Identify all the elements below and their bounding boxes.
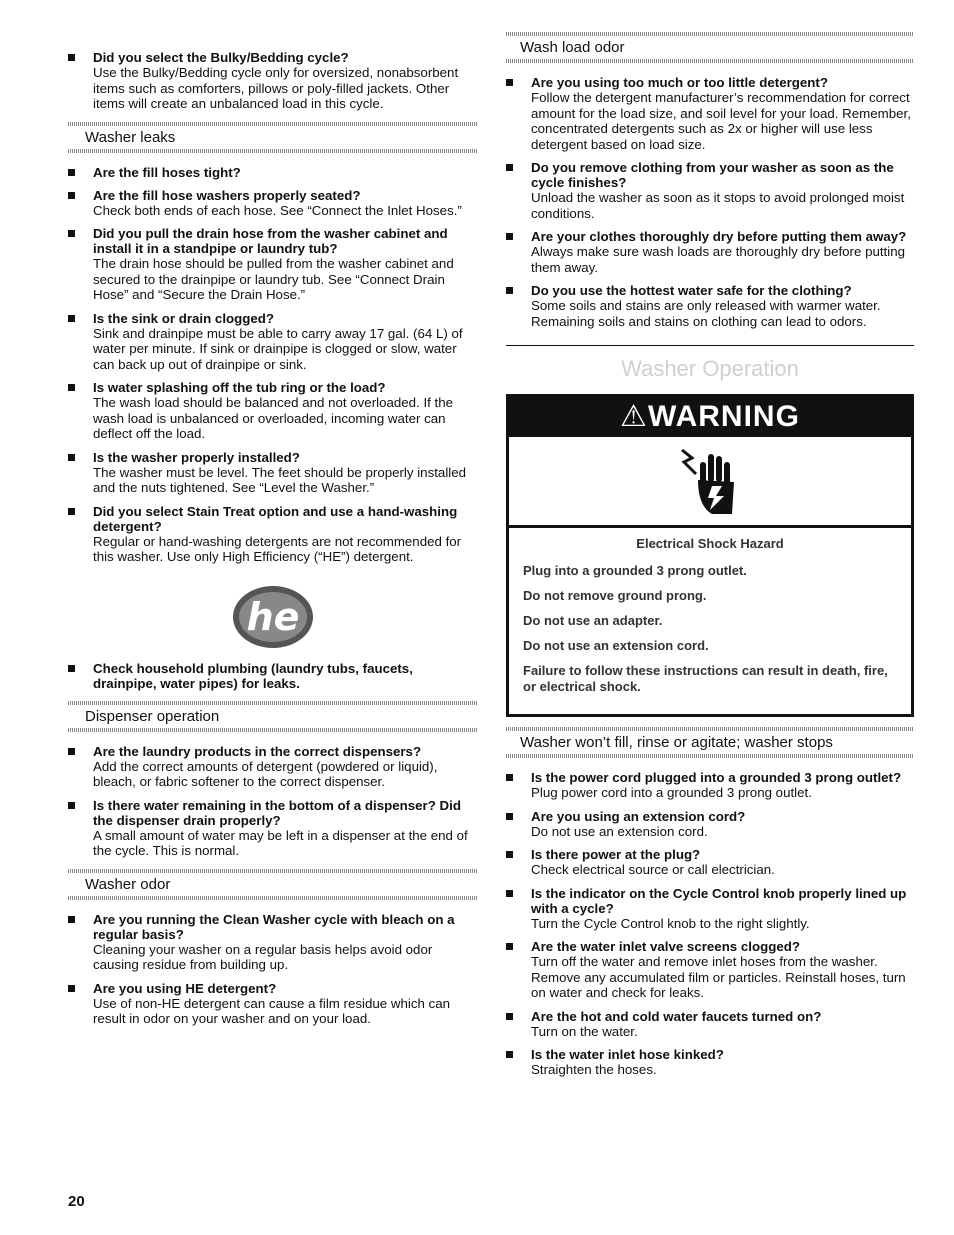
question: Is the power cord plugged into a grounded 3 prong outlet? <box>531 770 902 785</box>
question: Did you pull the drain hose from the washer cabinet and install it in a standpipe or laundry tub? <box>93 226 448 256</box>
section-rule <box>68 149 478 153</box>
question: Is the water inlet hose kinked? <box>531 1047 724 1062</box>
divider <box>506 345 914 346</box>
list-item <box>506 75 914 152</box>
list-item <box>68 226 478 303</box>
bullet-icon <box>68 916 75 923</box>
answer: Unload the washer as soon as it stops to avoid prolonged moist conditions. <box>531 190 905 221</box>
list-item <box>68 798 478 859</box>
bullet-icon <box>506 774 513 781</box>
bullet-icon <box>506 851 513 858</box>
answer: Check electrical source or call electrician. <box>531 862 775 877</box>
list-item <box>68 912 478 973</box>
list-item <box>506 886 914 932</box>
question: Are the fill hoses tight? <box>93 164 241 180</box>
question: Do you use the hottest water safe for the clothing? <box>531 283 852 298</box>
question: Is the sink or drain clogged? <box>93 310 275 326</box>
section-header-washer-odor <box>68 869 478 900</box>
question: Are the laundry products in the correct dispensers? <box>93 743 422 759</box>
bullet-icon <box>68 54 75 61</box>
answer: Regular or hand-washing detergents are not recommended for this washer. Use only High Efficiency (“HE”) detergent. <box>93 533 462 564</box>
bullet-icon <box>506 287 513 294</box>
question: Is the indicator on the Cycle Control knob properly lined up with a cycle? <box>531 885 907 916</box>
bullet-icon <box>506 233 513 240</box>
list-item <box>68 165 478 180</box>
list-item <box>506 770 914 801</box>
bullet-icon <box>506 943 513 950</box>
operation-title: Washer Operation <box>621 356 799 381</box>
section-title: Washer odor <box>85 875 171 893</box>
warning-body <box>509 528 911 714</box>
section-header-wash-load-odor <box>506 32 914 63</box>
question: Did you select the Bulky/Bedding cycle? <box>93 50 349 65</box>
list-item <box>68 981 478 1027</box>
section-rule <box>506 754 914 758</box>
bullet-icon <box>506 813 513 820</box>
list-item <box>506 847 914 878</box>
question: Is water splashing off the tub ring or the load? <box>93 380 386 395</box>
he-logo-icon <box>231 584 315 650</box>
list-item <box>506 229 914 275</box>
answer: The washer must be level. The feet should be properly installed and the nuts tightened. See “Level the Washer.” <box>93 464 467 495</box>
answer: Use of non-HE detergent can cause a film residue which can result in odor on your washer and on your load. <box>93 995 450 1026</box>
question: Is there power at the plug? <box>531 847 701 862</box>
answer: Turn the Cycle Control knob to the right slightly. <box>531 915 810 931</box>
question: Are you running the Clean Washer cycle with bleach on a regular basis? <box>93 911 455 942</box>
bullet-icon <box>68 985 75 992</box>
bullet-icon <box>68 748 75 755</box>
question: Are you using too much or too little detergent? <box>531 75 828 90</box>
answer: Straighten the hoses. <box>531 1062 657 1077</box>
bullet-icon <box>68 230 75 237</box>
question: Is the washer properly installed? <box>93 449 300 465</box>
answer: The drain hose should be pulled from the washer cabinet and secured to the drainpipe or laundry tub. See “Connect Drain Hose” and “Secure the Drain Hose.” <box>93 256 454 302</box>
warning-header: ⚠WARNING <box>509 397 911 437</box>
page-number: 20 <box>68 1193 85 1210</box>
shock-hazard-icon <box>509 437 911 528</box>
hand-shock-icon <box>678 446 742 516</box>
warning-line: Do not remove ground prong. <box>523 588 707 603</box>
list-item <box>68 188 478 219</box>
section-title: Dispenser operation <box>85 707 220 725</box>
answer: Do not use an extension cord. <box>531 823 708 839</box>
section-rule <box>506 59 914 63</box>
svg-text:he: he <box>246 594 300 639</box>
list-item <box>68 504 478 565</box>
section-header-wont-fill <box>506 727 914 758</box>
list-item <box>506 1009 914 1040</box>
warning-line: Plug into a grounded 3 prong outlet. <box>523 563 747 578</box>
bullet-icon <box>68 802 75 809</box>
list-item <box>68 50 478 112</box>
list-item <box>68 450 478 496</box>
question: Are you using an extension cord? <box>531 808 746 824</box>
right-column <box>506 30 914 1086</box>
question: Check household plumbing (laundry tubs, faucets, drainpipe, water pipes) for leaks. <box>93 660 413 691</box>
question: Are you using HE detergent? <box>93 980 277 996</box>
bullet-icon <box>68 192 75 199</box>
bullet-icon <box>68 665 75 672</box>
section-title: Washer leaks <box>85 128 176 146</box>
section-rule <box>68 728 478 732</box>
list-item <box>68 380 478 442</box>
list-item <box>506 160 914 221</box>
hazard-title: Electrical Shock Hazard <box>636 536 784 551</box>
left-column <box>68 50 478 1035</box>
section-header-washer-leaks <box>68 122 478 153</box>
bullet-icon <box>506 1051 513 1058</box>
question: Are the fill hose washers properly seated? <box>93 187 361 203</box>
bullet-icon <box>68 454 75 461</box>
list-item <box>506 283 914 329</box>
answer: Sink and drainpipe must be able to carry away 17 gal. (64 L) of water per minute. If sink or drainpipe is clogged or slow, water can back up out of drainpipe or sink. <box>93 325 463 372</box>
answer: Check both ends of each hose. See “Connect the Inlet Hoses.” <box>93 202 462 218</box>
section-header-dispenser <box>68 701 478 732</box>
washer-leaks-list <box>68 165 478 565</box>
list-item <box>68 744 478 790</box>
section-title: Washer won’t fill, rinse or agitate; washer stops <box>520 734 833 751</box>
list-item <box>68 661 478 691</box>
warning-box <box>506 394 914 717</box>
he-logo <box>68 579 478 655</box>
answer: Turn off the water and remove inlet hoses from the washer. Remove any accumulated film or particles. Reinstall hoses, turn on water and check for leaks. <box>531 954 906 1000</box>
question: Is there water remaining in the bottom of a dispenser? Did the dispenser drain properly? <box>93 797 461 828</box>
list-item <box>506 1047 914 1078</box>
wash-load-odor-list <box>506 75 914 329</box>
question: Do you remove clothing from your washer as soon as the cycle finishes? <box>531 160 894 190</box>
question: Are the hot and cold water faucets turned on? <box>531 1008 822 1024</box>
answer: Cleaning your washer on a regular basis helps avoid odor causing residue from building up. <box>93 941 433 972</box>
bullet-icon <box>506 79 513 86</box>
answer: Add the correct amounts of detergent (powdered or liquid), bleach, or fabric softener to the correct dispenser. <box>93 758 438 789</box>
question: Did you select Stain Treat option and use a hand-washing detergent? <box>93 503 458 534</box>
question: Are your clothes thoroughly dry before putting them away? <box>531 229 907 244</box>
answer: Use the Bulky/Bedding cycle only for oversized, nonabsorbent items such as comforters, pillows or poly-filled jackets. Other items will create an unbalanced load in this cycle. <box>93 65 459 111</box>
answer: Some soils and stains are only released with warmer water. Remaining soils and stains on clothing can lead to odors. <box>531 298 881 329</box>
section-rule <box>68 896 478 900</box>
answer: A small amount of water may be left in a dispenser at the end of the cycle. This is normal. <box>93 827 468 858</box>
bullet-icon <box>506 164 513 171</box>
answer: Follow the detergent manufacturer’s recommendation for correct amount for the load size, and soil level for your load. Remember, concentrated detergents such as 2x or higher will use less detergent based on load size. <box>531 90 911 152</box>
list-item <box>506 939 914 1001</box>
warning-line: Do not use an extension cord. <box>523 638 709 653</box>
bullet-icon <box>68 315 75 322</box>
answer: The wash load should be balanced and not overloaded. If the wash load is unbalanced or overloaded, incoming water can deflect off the load. <box>93 395 454 441</box>
section-title: Wash load odor <box>520 39 625 56</box>
wont-fill-list <box>506 770 914 1078</box>
dispenser-list <box>68 744 478 859</box>
bullet-icon <box>506 890 513 897</box>
bullet-icon <box>68 384 75 391</box>
bullet-icon <box>68 508 75 515</box>
washer-odor-list <box>68 912 478 1027</box>
bullet-icon <box>68 169 75 176</box>
answer: Turn on the water. <box>531 1023 638 1039</box>
answer: Always make sure wash loads are thoroughly dry before putting them away. <box>531 244 905 275</box>
warning-line: Failure to follow these instructions can result in death, fire, or electrical shock. <box>523 663 888 694</box>
list-item <box>68 311 478 373</box>
bullet-icon <box>506 1013 513 1020</box>
question: Are the water inlet valve screens clogged? <box>531 939 800 954</box>
warning-line: Do not use an adapter. <box>523 613 663 628</box>
answer: Plug power cord into a grounded 3 prong outlet. <box>531 785 812 800</box>
list-item <box>506 809 914 840</box>
